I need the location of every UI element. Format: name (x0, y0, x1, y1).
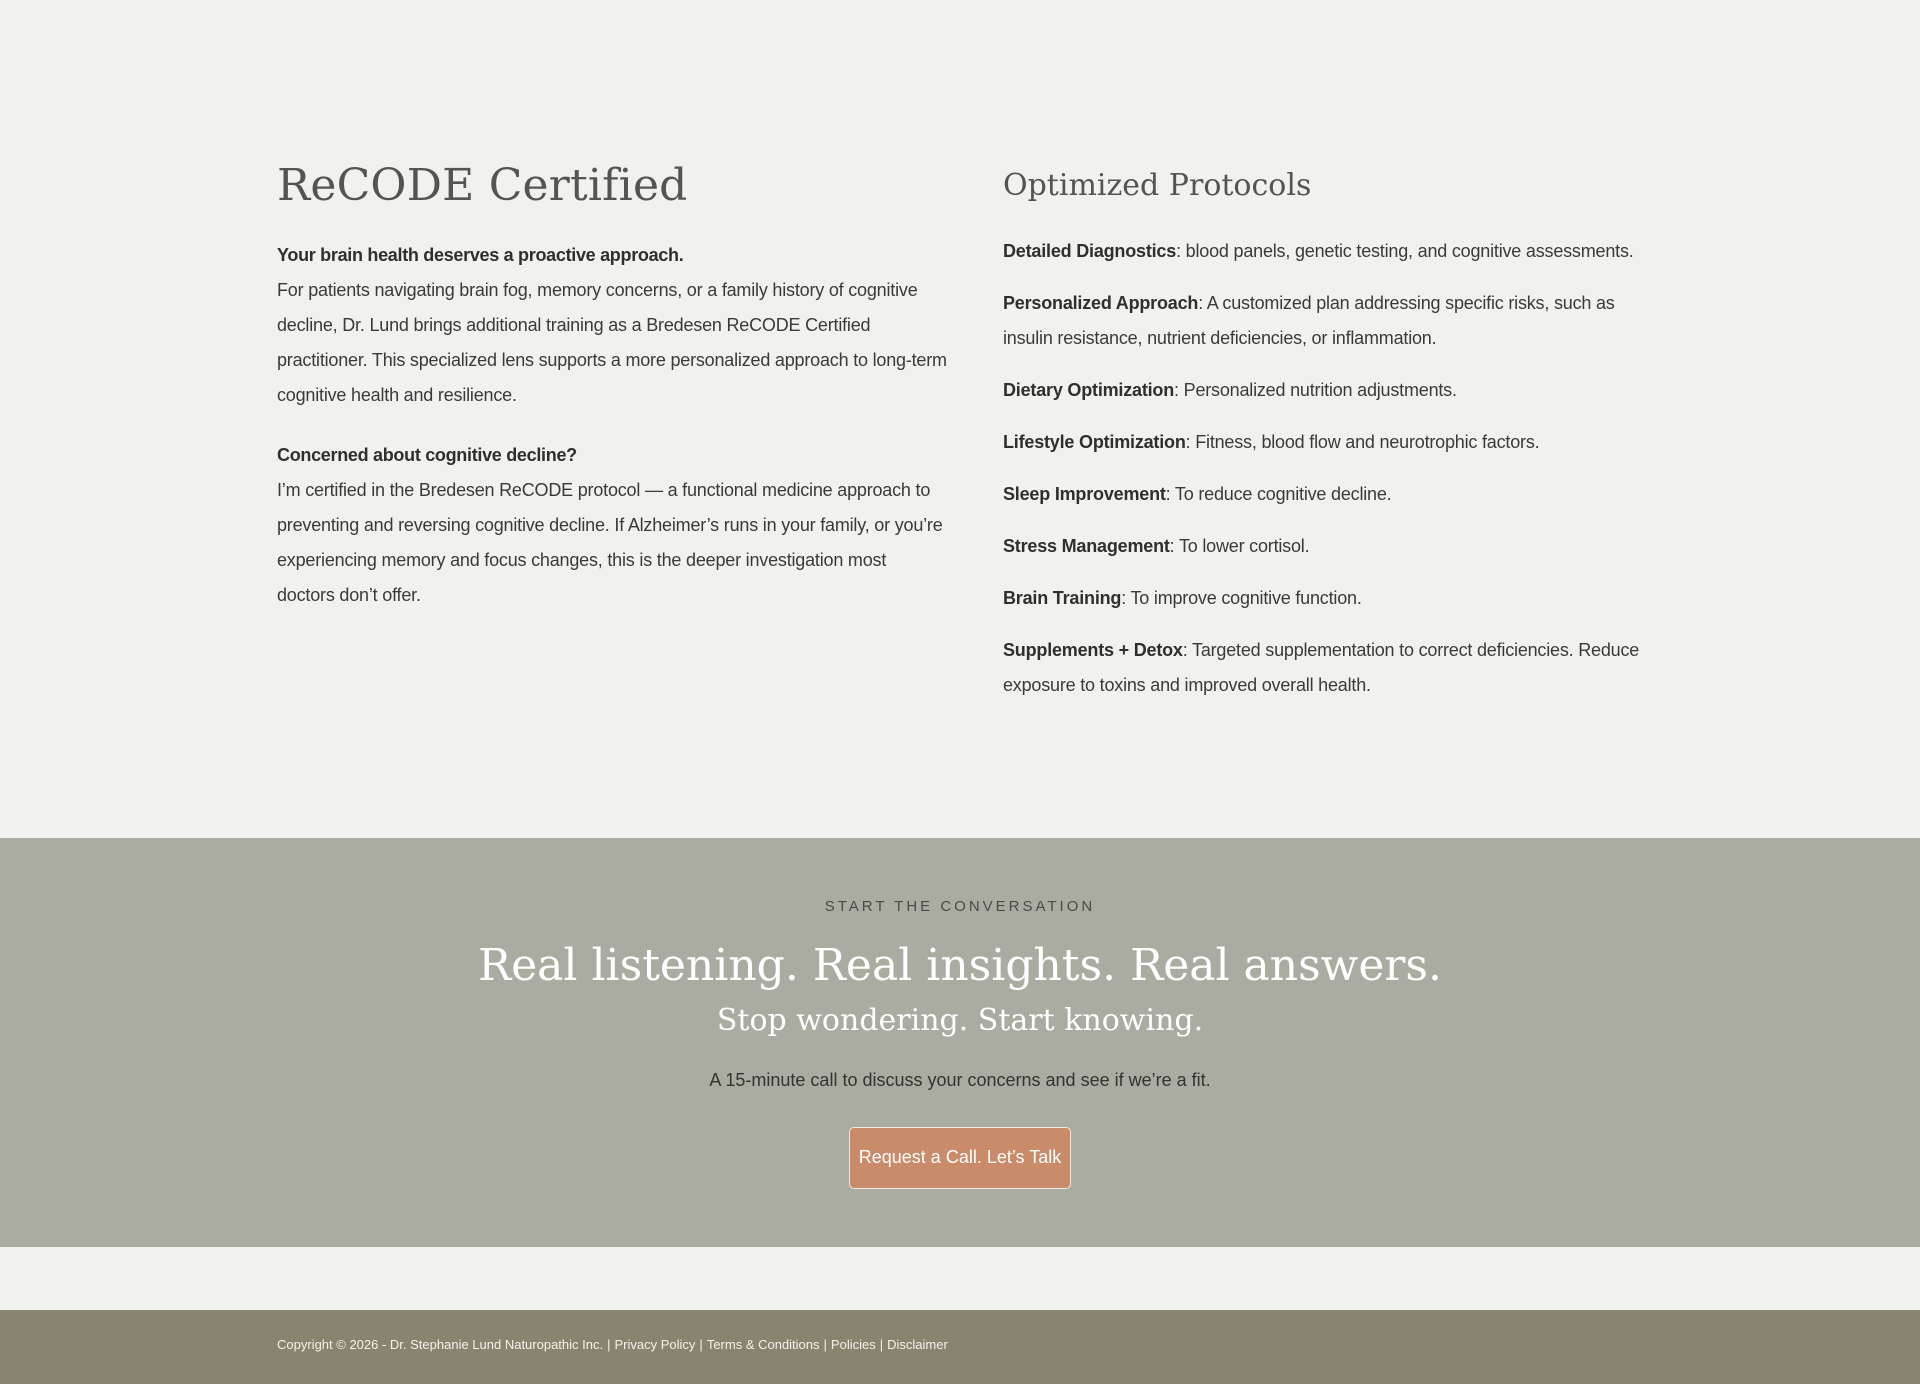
recode-paragraph-1: For patients navigating brain fog, memory concerns, or a family history of cognitive decline, Dr. Lund brings additional training as a Bredesen ReCODE Certified practitioner. This specialized lens supports a more personalized approach to long-term cognitive health and resilience. (277, 280, 947, 405)
recode-lead-1: Your brain health deserves a proactive approach. (277, 245, 684, 265)
footer-separator: | (699, 1337, 703, 1352)
protocol-item (1003, 286, 1643, 356)
protocol-item (1003, 529, 1643, 564)
copyright-text: Copyright © 2026 - Dr. Stephanie Lund Naturopathic Inc. (277, 1337, 604, 1352)
protocol-term: Supplements + Detox (1003, 640, 1183, 660)
protocol-term: Dietary Optimization (1003, 380, 1175, 400)
footer-separator: | (607, 1337, 611, 1352)
protocol-term: Detailed Diagnostics (1003, 241, 1177, 261)
cta-banner (0, 838, 1920, 1247)
protocol-desc: : Targeted supplementation to correct deficiencies. Reduce exposure to toxins and improved overall health. (1003, 640, 1640, 695)
protocol-desc: : Personalized nutrition adjustments. (1174, 380, 1457, 400)
site-footer (0, 1310, 1920, 1384)
protocol-desc: : To lower cortisol. (1169, 536, 1310, 556)
recode-section (277, 158, 1643, 838)
recode-paragraph-2: I’m certified in the Bredesen ReCODE protocol — a functional medicine approach to preventing and reversing cognitive decline. If Alzheimer’s runs in your family, or you’re experiencing memory and focus changes, this is the deeper investigation most doctors don’t offer. (277, 480, 943, 605)
protocol-term: Personalized Approach (1003, 293, 1199, 313)
protocols-column (1003, 158, 1643, 720)
protocol-item (1003, 425, 1643, 460)
protocol-item (1003, 633, 1643, 703)
footer-line (277, 1337, 948, 1352)
protocol-item (1003, 477, 1643, 512)
protocol-term: Brain Training (1003, 588, 1122, 608)
protocol-item (1003, 234, 1643, 269)
disclaimer-link[interactable]: Disclaimer (887, 1337, 948, 1352)
cta-headline: Real listening. Real insights. Real answers. (478, 940, 1442, 991)
protocols-title: Optimized Protocols (1003, 168, 1312, 203)
protocol-desc: : To improve cognitive function. (1121, 588, 1362, 608)
protocol-term: Stress Management (1003, 536, 1170, 556)
protocol-desc: : blood panels, genetic testing, and cognitive assessments. (1176, 241, 1634, 261)
terms-conditions-link[interactable]: Terms & Conditions (706, 1337, 820, 1352)
policies-link[interactable]: Policies (830, 1337, 876, 1352)
protocol-desc: : To reduce cognitive decline. (1165, 484, 1392, 504)
footer-separator: | (879, 1337, 884, 1352)
protocol-term: Lifestyle Optimization (1003, 432, 1186, 452)
recode-lead-2: Concerned about cognitive decline? (277, 445, 577, 465)
privacy-policy-link[interactable]: Privacy Policy (614, 1337, 696, 1352)
footer-separator: | (823, 1337, 827, 1352)
cta-subheadline: Stop wondering. Start knowing. (716, 1003, 1204, 1038)
protocol-desc: : A customized plan addressing specific risks, such as insulin resistance, nutrient deficiencies, or inflammation. (1003, 293, 1615, 348)
protocol-term: Sleep Improvement (1003, 484, 1166, 504)
protocol-desc: : Fitness, blood flow and neurotrophic factors. (1185, 432, 1540, 452)
cta-description: A 15-minute call to discuss your concerns and see if we’re a fit. (709, 1070, 1211, 1090)
recode-title: ReCODE Certified (277, 160, 688, 211)
cta-eyebrow: START THE CONVERSATION (824, 898, 1096, 915)
recode-column (277, 158, 947, 613)
protocol-item (1003, 581, 1643, 616)
protocol-item (1003, 373, 1643, 408)
request-call-button[interactable]: Request a Call. Let’s Talk (849, 1127, 1071, 1189)
